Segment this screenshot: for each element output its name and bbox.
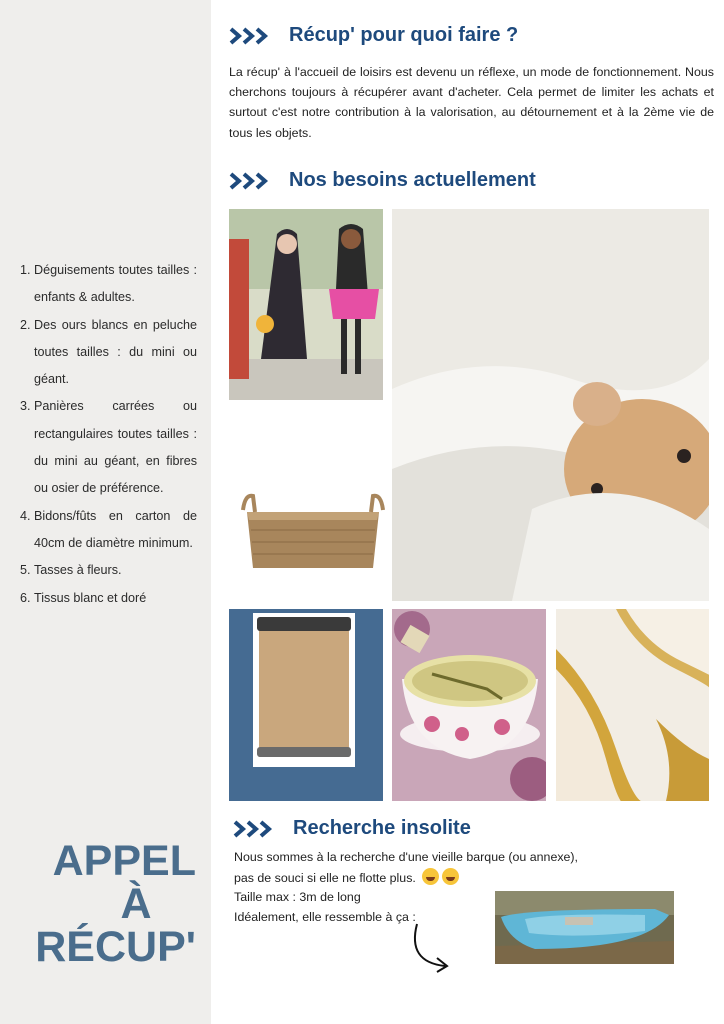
section-heading-recup [229,24,518,47]
drum-photo [229,609,383,801]
section-heading-besoins [229,169,536,192]
insolite-line-3: Taille max : 3m de long [234,890,361,904]
costumes-photo [229,209,383,400]
tea-cup-photo [392,609,546,801]
list-item: 5. Tasses à fleurs. [20,563,122,578]
laughing-emoji-icon [442,868,459,885]
section-body: La récup' à l'accueil de loisirs est devenu un réflexe, un mode de fonctionnement. Nous cherchons toujours à récupérer avant d'acheter. Cela permet de limiter les achats et surtout c'est notre contribution à la valorisation, au détournement et à la 2ème vie de tous les objets. [229,65,714,140]
sidebar [0,0,211,1024]
appel-title [0,837,196,971]
section-title: Nos besoins actuellement [289,169,536,191]
insolite-line-2: pas de souci si elle ne flotte plus. [234,870,416,885]
insolite-line-4: Idéalement, elle ressemble à ça : [234,909,416,924]
insolite-line-1: Nous sommes à la recherche d'une vieille barque (ou annexe), [234,850,578,864]
insolite-line-2-wrap [234,868,634,889]
list-item: 1. Déguisements toutes tailles : enfants & adultes. [20,263,197,305]
curved-arrow-icon [405,922,455,974]
list-item: 6. Tissus blanc et doré [20,590,147,605]
boat-photo [495,891,674,964]
gold-fabric-photo [556,609,709,801]
needs-list [20,257,197,612]
teddy-bear-photo [392,209,709,601]
basket-photo [241,490,385,572]
list-item: 3. Panières carrées ou rectangulaires toutes tailles : du mini au géant, en fibres ou osier de préférence. [20,399,197,496]
list-item: 2. Des ours blancs en peluche toutes tailles : du mini ou géant. [20,317,197,387]
chevrons-right-icon [229,26,271,46]
appel-line-2: À [120,880,152,928]
laughing-emoji-icon [422,868,439,885]
chevrons-right-icon [233,819,275,839]
list-item: 4. Bidons/fûts en carton de 40cm de diamètre minimum. [20,508,197,550]
section-heading-insolite [233,817,471,840]
appel-line-3: RÉCUP' [35,923,196,971]
section-title: Récup' pour quoi faire ? [289,24,519,46]
appel-line-1: APPEL [52,837,196,885]
chevrons-right-icon [229,171,271,191]
section-title: Recherche insolite [293,817,471,839]
